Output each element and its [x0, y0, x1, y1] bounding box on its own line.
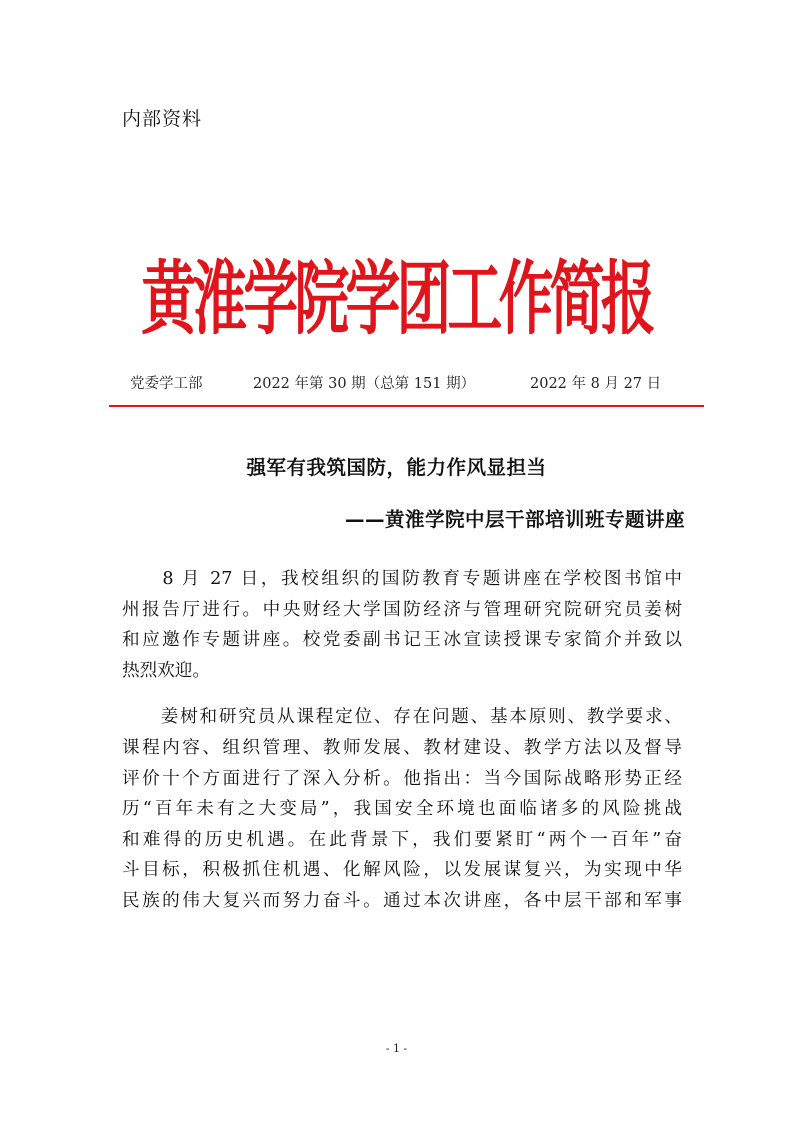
article-body — [122, 564, 682, 917]
text-line: 和难得的历史机遇。在此背景下，我们要紧盯“两个一百年”奋 — [122, 829, 682, 850]
text-line: 姜树和研究员从课程定位、存在问题、基本原则、教学要求、 — [122, 707, 682, 728]
issue-number: 2022 年第 30 期（总第 151 期） — [253, 376, 476, 392]
text-line: 8 月 27 日，我校组织的国防教育专题讲座在学校图书馆中 — [122, 569, 682, 589]
text-line: 历“百年未有之大变局”，我国安全环境也面临诸多的风险挑战 — [122, 799, 682, 820]
article-title: 强军有我筑国防，能力作风显担当 — [246, 456, 547, 479]
text-line: 和应邀作专题讲座。校党委副书记王冰宣读授课专家简介并致以 — [122, 630, 682, 651]
paragraph — [122, 702, 682, 916]
masthead-title: 黄淮学院学团工作简报 — [141, 253, 652, 347]
article-subtitle: ——黄淮学院中层干部培训班专题讲座 — [344, 508, 685, 531]
issue-date: 2022 年 8 月 27 日 — [530, 376, 662, 392]
paragraph-gap — [122, 686, 682, 702]
masthead-divider — [109, 405, 704, 407]
department-label: 党委学工部 — [130, 376, 203, 392]
text-line: 民族的伟大复兴而努力奋斗。通过本次讲座，各中层干部和军事 — [122, 890, 682, 911]
internal-material-label: 内部资料 — [122, 108, 203, 130]
paragraph — [122, 564, 682, 686]
page-number: - 1 - — [385, 1042, 408, 1055]
text-line: 斗目标，积极抓住机遇、化解风险，以发展谋复兴，为实现中华 — [122, 860, 682, 881]
text-line: 课程内容、组织管理、教师发展、教材建设、教学方法以及督导 — [122, 737, 682, 758]
text-line: 州报告厅进行。中央财经大学国防经济与管理研究院研究员姜树 — [122, 599, 682, 620]
text-line: 热烈欢迎。 — [122, 660, 210, 681]
text-line: 评价十个方面进行了深入分析。他指出：当今国际战略形势正经 — [122, 768, 682, 789]
